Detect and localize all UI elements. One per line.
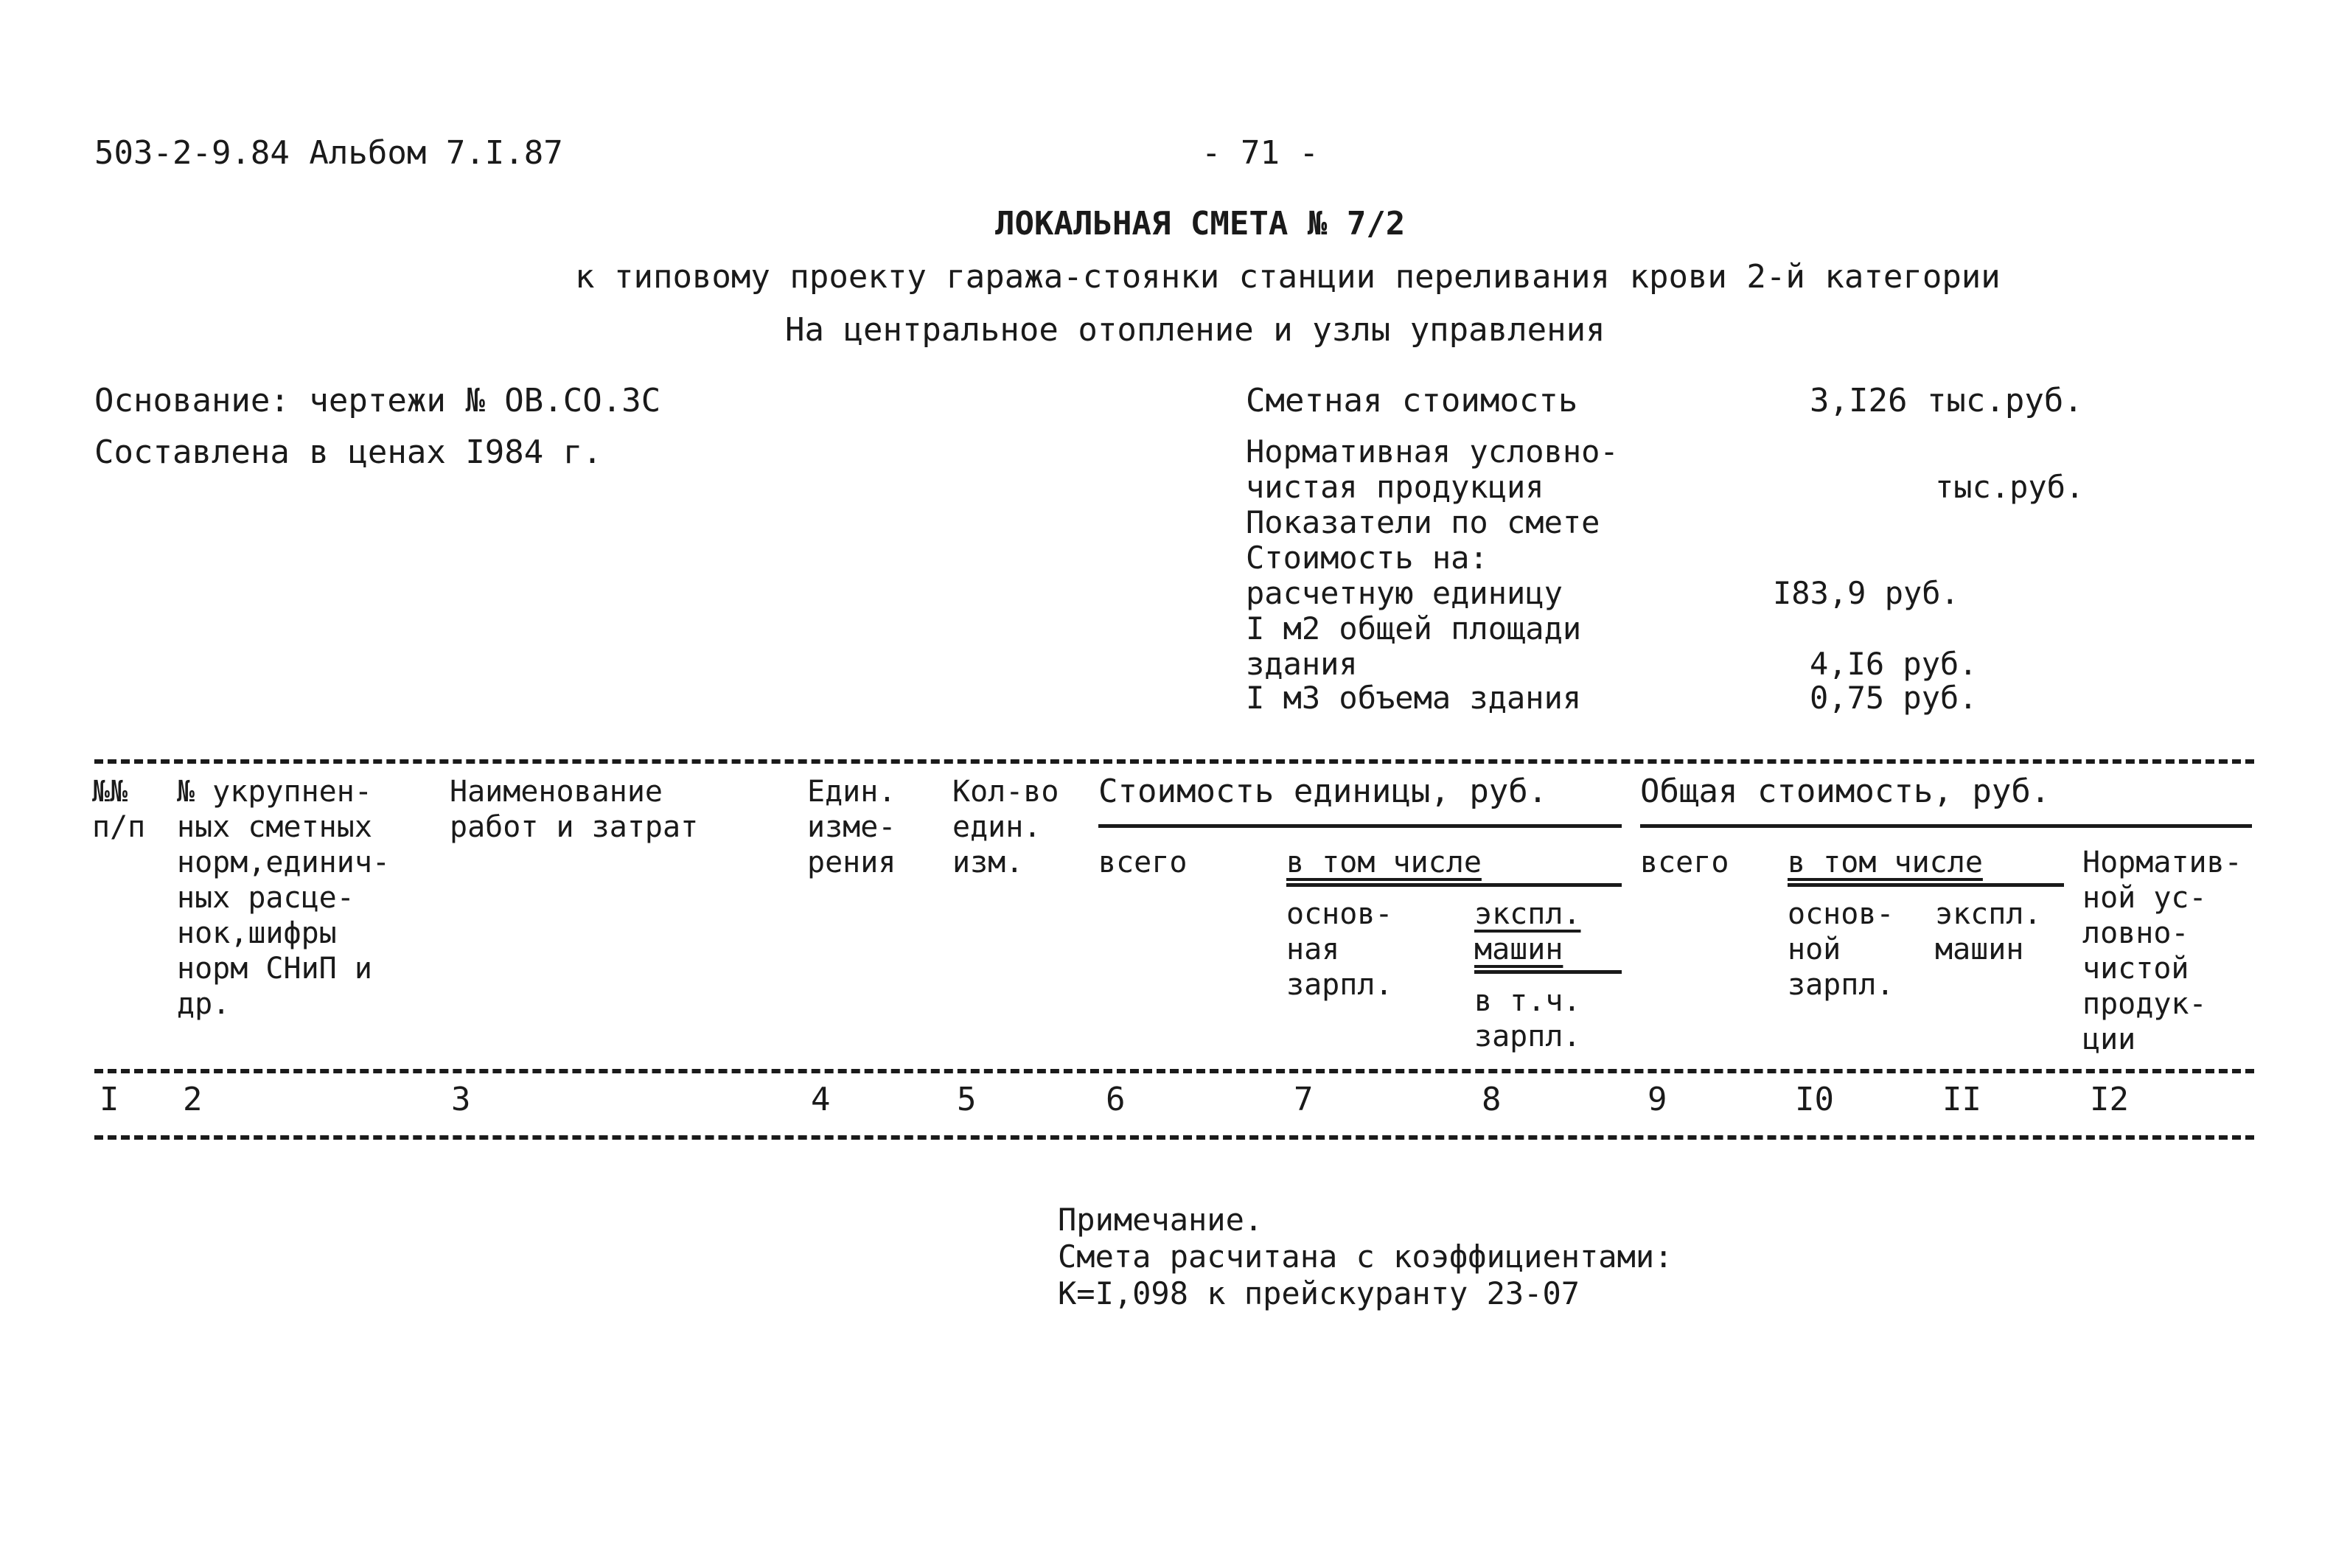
- column-number: 5: [957, 1081, 977, 1118]
- cost-per-label: Стоимость на:: [1246, 540, 1488, 576]
- header-col8b: в т.ч. зарпл.: [1474, 984, 1581, 1053]
- header-col6: всего: [1098, 846, 1188, 879]
- unit-label: расчетную единицу: [1246, 575, 1563, 611]
- column-number: 3: [451, 1081, 471, 1118]
- table-top-rule: [94, 759, 2254, 764]
- volume-value: 0,75 руб.: [1810, 680, 1978, 716]
- column-number: 4: [811, 1081, 831, 1118]
- column-number: I0: [1795, 1081, 1834, 1118]
- area-label-2: здания: [1246, 646, 1358, 682]
- column-number: I: [100, 1081, 119, 1118]
- volume-label: I м3 объема здания: [1246, 680, 1582, 716]
- header-bottom-rule: [94, 1069, 2254, 1073]
- header-col7: основ- ная зарпл.: [1286, 897, 1393, 1002]
- total-incl-header: в том числе: [1788, 846, 1983, 879]
- estimate-subtitle: к типовому проекту гаража-стоянки станции переливания крови 2-й категории: [575, 258, 2001, 296]
- unit-incl-rule: [1286, 883, 1622, 887]
- note-line-2: К=I,098 к прейскуранту 23-07: [1058, 1275, 1580, 1311]
- column-number: 7: [1294, 1081, 1314, 1118]
- normative-label-1: Нормативная условно-: [1246, 433, 1619, 470]
- normative-value: тыс.руб.: [1935, 469, 2085, 505]
- note-title: Примечание.: [1058, 1202, 1263, 1238]
- note-line-1: Смета расчитана с коэффициентами:: [1058, 1238, 1673, 1275]
- area-value: 4,I6 руб.: [1810, 646, 1978, 682]
- basis-prices: Составлена в ценах I984 г.: [94, 433, 602, 471]
- area-label-1: I м2 общей площади: [1246, 610, 1582, 647]
- column-number: 9: [1648, 1081, 1667, 1118]
- header-col1: №№ п/п: [92, 775, 146, 844]
- estimate-title: ЛОКАЛЬНАЯ СМЕТА № 7/2: [995, 205, 1406, 243]
- normative-label-2: чистая продукция: [1246, 469, 1544, 505]
- total-incl-rule: [1788, 883, 2064, 887]
- estimate-cost-value: 3,I26 тыс.руб.: [1810, 382, 2083, 419]
- header-col10: основ- ной зарпл.: [1788, 897, 1894, 1002]
- document-code: 503-2-9.84 Альбом 7.I.87: [94, 134, 563, 172]
- header-col8a: экспл. машин: [1474, 897, 1581, 966]
- header-col5: Кол-во един. изм.: [952, 775, 1059, 879]
- column-number: 8: [1482, 1081, 1502, 1118]
- header-col3: Наименование работ и затрат: [450, 775, 699, 844]
- table-bottom-rule: [94, 1135, 2254, 1140]
- estimate-cost-label: Сметная стоимость: [1246, 382, 1578, 419]
- header-col11: экспл. машин: [1935, 897, 2042, 966]
- indicators-label: Показатели по смете: [1246, 504, 1600, 540]
- header-col2: № укрупнен- ных сметных норм,единич- ных расце- нок,шифры норм СНиП и др.: [177, 775, 390, 1021]
- unit-cost-group-header: Стоимость единицы, руб.: [1098, 773, 1548, 810]
- header-col4: Един. изме- рения: [807, 775, 896, 879]
- column-number: 6: [1106, 1081, 1126, 1118]
- basis-drawings: Основание: чертежи № ОВ.СО.3С: [94, 382, 661, 419]
- estimate-scope: На центральное отопление и узлы управления: [785, 311, 1605, 349]
- col8-rule: [1474, 970, 1622, 974]
- total-cost-group-header: Общая стоимость, руб.: [1640, 773, 2051, 810]
- unit-value: I83,9 руб.: [1773, 575, 1959, 611]
- column-number: II: [1942, 1081, 1981, 1118]
- column-number: I2: [2090, 1081, 2129, 1118]
- header-col12: Норматив- ной ус- ловно- чистой продук- ции: [2082, 846, 2242, 1056]
- column-number: 2: [183, 1081, 203, 1118]
- unit-cost-group-rule: [1098, 824, 1622, 828]
- unit-incl-header: в том числе: [1286, 846, 1482, 879]
- header-col9: всего: [1640, 846, 1729, 879]
- total-cost-group-rule: [1640, 824, 2252, 828]
- page-number: - 71 -: [1202, 134, 1319, 172]
